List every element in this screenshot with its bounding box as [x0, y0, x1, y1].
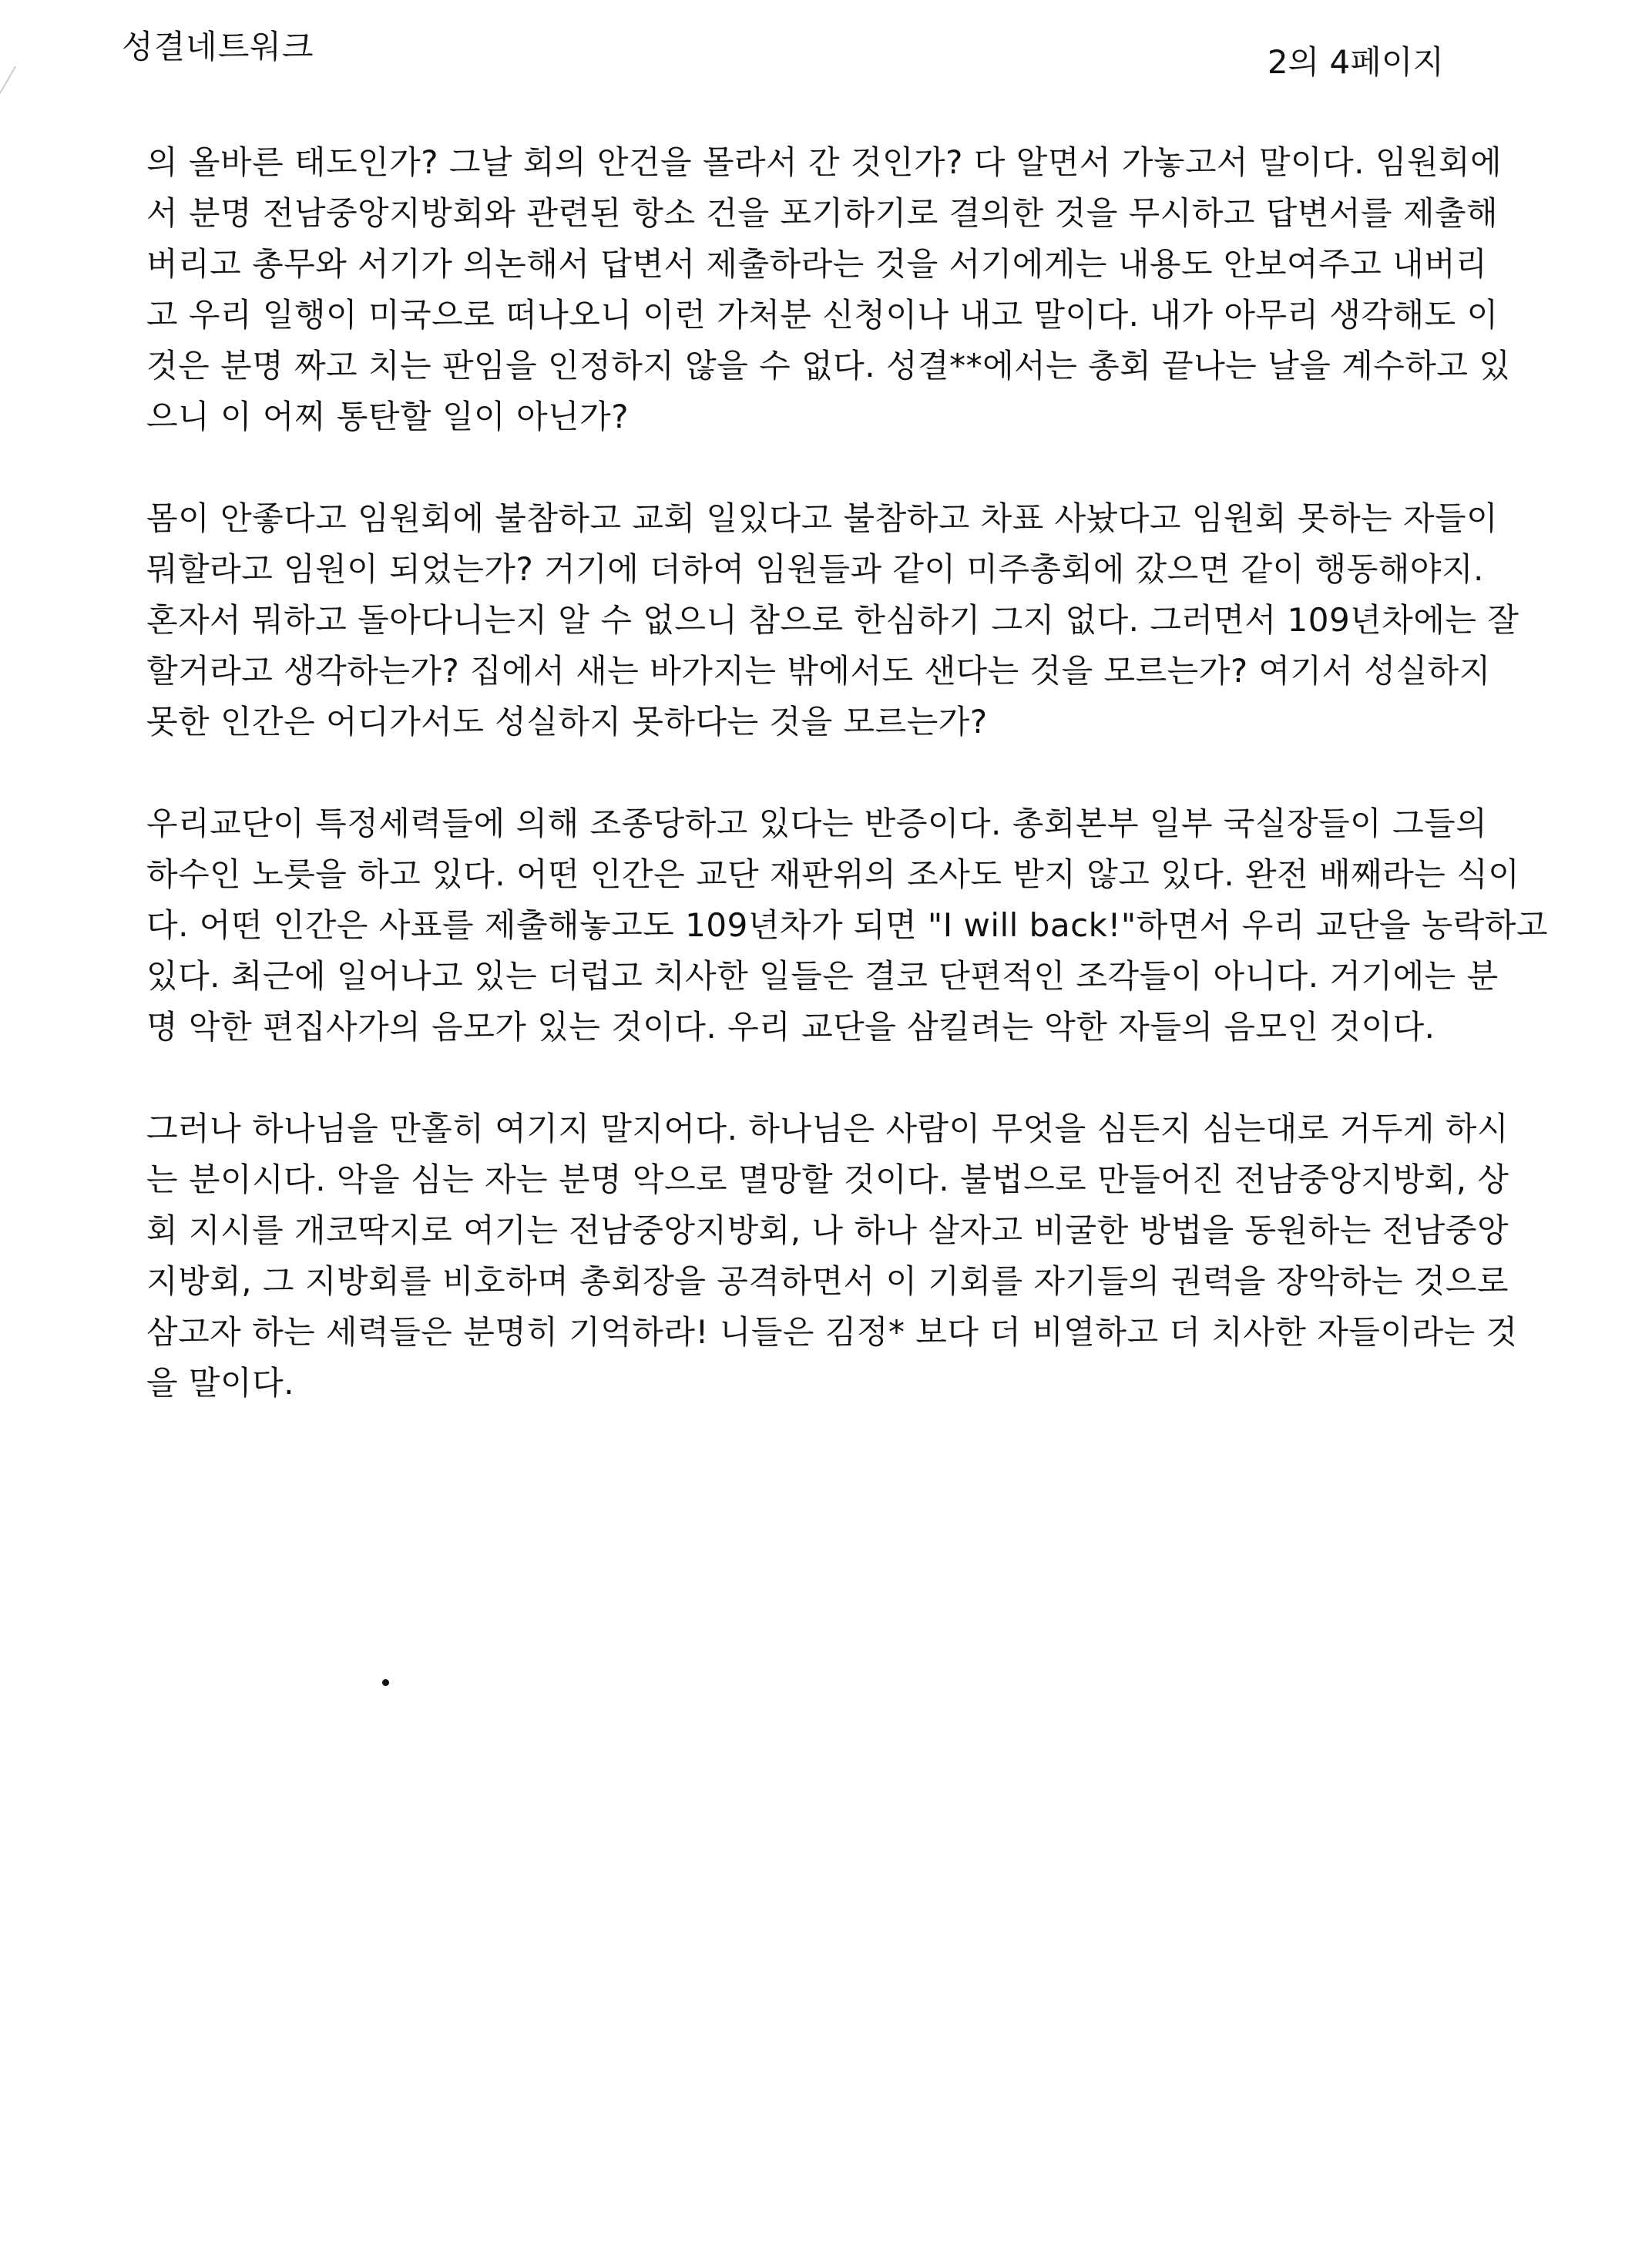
article-body — [146, 137, 1549, 1460]
text-line: 하수인 노릇을 하고 있다. 어떤 인간은 교단 재판위의 조사도 받지 않고 있다. 완전 배째라는 식이 — [146, 855, 1520, 893]
stray-dot-mark — [382, 1679, 389, 1686]
text-line: 그러나 하나님을 만홀히 여기지 말지어다. 하나님은 사람이 무엇을 심든지 심는대로 거두게 하시 — [146, 1110, 1509, 1147]
text-line: 것은 분명 짜고 치는 판임을 인정하지 않을 수 없다. 성결**에서는 총회 끝나는 날을 계수하고 있 — [146, 347, 1511, 385]
text-line: 있다. 최근에 일어나고 있는 더럽고 치사한 일들은 결코 단편적인 조각들이 아니다. 거기에는 분 — [146, 957, 1499, 995]
text-line: 명 악한 편집사가의 음모가 있는 것이다. 우리 교단을 삼킬려는 악한 자들의 음모인 것이다. — [146, 1008, 1435, 1046]
text-line: 못한 인간은 어디가서도 성실하지 못하다는 것을 모르는가? — [146, 703, 988, 741]
text-line: 고 우리 일행이 미국으로 떠나오니 이런 가처분 신청이나 내고 말이다. 내가 아무리 생각해도 이 — [146, 296, 1499, 334]
paragraph-2 — [146, 493, 1519, 747]
text-line: 혼자서 뭐하고 돌아다니는지 알 수 없으니 참으로 한심하기 그지 없다. 그러면서 109년차에는 잘 — [146, 601, 1519, 639]
text-line: 다. 어떤 인간은 사표를 제출해놓고도 109년차가 되면 "I will back!"하면서 우리 교단을 농락하고 — [146, 906, 1549, 944]
text-line: 뭐할라고 임원이 되었는가? 거기에 더하여 임원들과 같이 미주총회에 갔으면 같이 행동해야지. — [146, 550, 1484, 588]
text-line: 삼고자 하는 세력들은 분명히 기억하라! 니들은 김정* 보다 더 비열하고 더 치사한 자들이라는 것 — [146, 1313, 1518, 1351]
page-indicator: 2의 4페이지 — [1267, 43, 1444, 81]
text-line: 회 지시를 개코딱지로 여기는 전남중앙지방회, 나 하나 살자고 비굴한 방법을 동원하는 전남중앙 — [146, 1211, 1509, 1249]
site-title: 성결네트워크 — [122, 28, 314, 66]
text-line: 지방회, 그 지방회를 비호하며 총회장을 공격하면서 이 기회를 자기들의 권력을 장악하는 것으로 — [146, 1262, 1509, 1300]
paragraph-3 — [146, 798, 1549, 1053]
scan-corner-mark — [0, 66, 16, 94]
text-line: 서 분명 전남중앙지방회와 관련된 항소 건을 포기하기로 결의한 것을 무시하고 답변서를 제출해 — [146, 194, 1499, 232]
text-line: 으니 이 어찌 통탄할 일이 아닌가? — [146, 398, 629, 435]
text-line: 우리교단이 특정세력들에 의해 조종당하고 있다는 반증이다. 총회본부 일부 국실장들이 그들의 — [146, 805, 1488, 842]
text-line: 의 올바른 태도인가? 그날 회의 안건을 몰라서 간 것인가? 다 알면서 가놓고서 말이다. 임원회에 — [146, 143, 1503, 181]
paragraph-1 — [146, 137, 1511, 442]
text-line: 버리고 총무와 서기가 의논해서 답변서 제출하라는 것을 서기에게는 내용도 안보여주고 내버리 — [146, 245, 1488, 283]
text-line: 할거라고 생각하는가? 집에서 새는 바가지는 밖에서도 샌다는 것을 모르는가? 여기서 성실하지 — [146, 652, 1491, 690]
paragraph-4 — [146, 1104, 1518, 1409]
text-line: 는 분이시다. 악을 심는 자는 분명 악으로 멸망할 것이다. 불법으로 만들어진 전남중앙지방회, 상 — [146, 1161, 1509, 1198]
text-line: 몸이 안좋다고 임원회에 불참하고 교회 일있다고 불참하고 차표 사놨다고 임원회 못하는 자들이 — [146, 499, 1499, 537]
text-line: 을 말이다. — [146, 1364, 294, 1402]
